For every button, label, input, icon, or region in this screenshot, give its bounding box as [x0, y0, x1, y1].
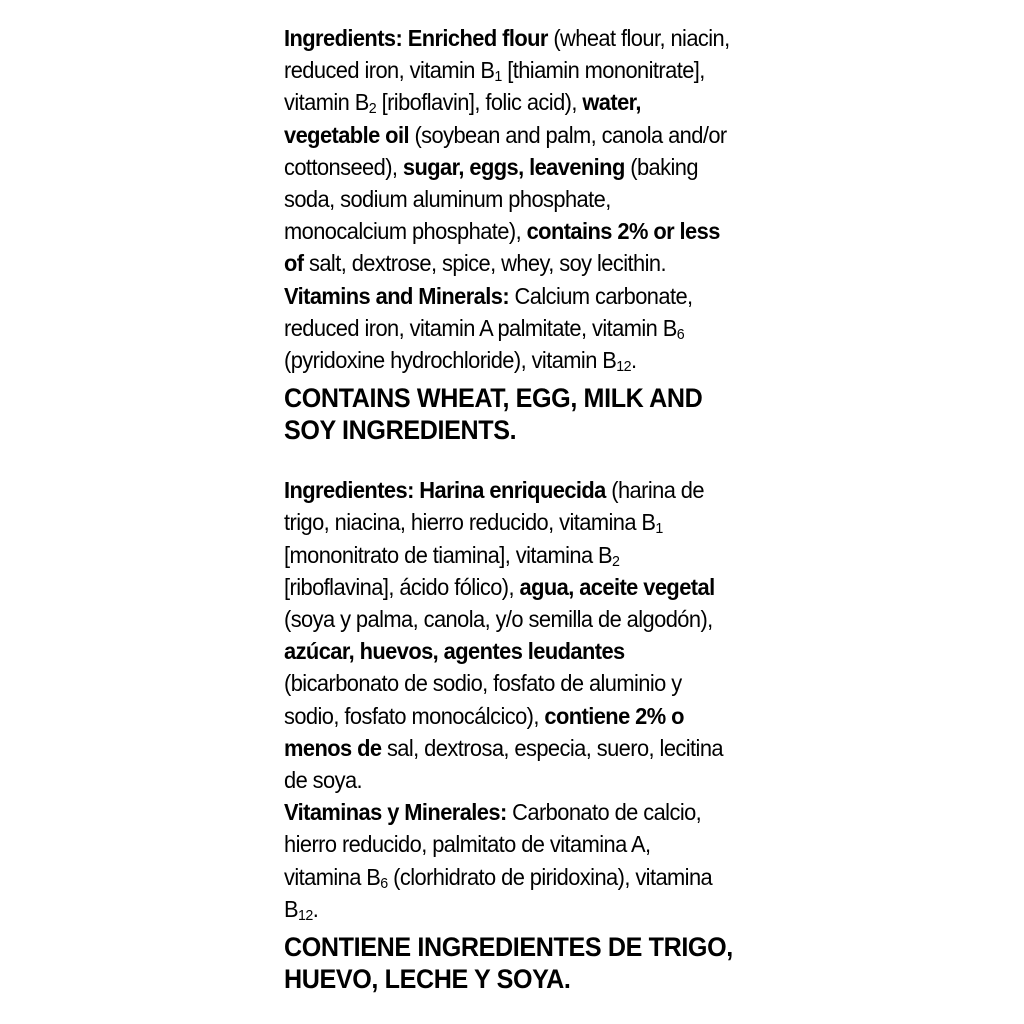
spanish-ingredient-text: (harina de trigo, niacina, hierro reducido, vitamina B	[284, 477, 704, 536]
subscript: 2	[368, 100, 377, 118]
english-ingredient-text: [riboflavin], folic acid),	[376, 89, 583, 116]
subscript: 1	[494, 68, 502, 86]
english-vitamins-heading: Vitamins and Minerals:	[284, 282, 510, 309]
english-allergen-statement: CONTAINS WHEAT, EGG, MILK AND SOY INGREDIENTS.	[284, 383, 703, 446]
spanish-ingredients-heading: Ingredientes:	[284, 477, 414, 504]
spanish-ingredient-bold: azúcar, huevos, agentes leudantes	[284, 638, 625, 665]
spanish-vitamins-paragraph	[284, 796, 731, 925]
subscript: 6	[380, 874, 388, 892]
spanish-allergen-statement: CONTIENE INGREDIENTES DE TRIGO, HUEVO, LECHE Y SOYA.	[284, 932, 733, 995]
spanish-ingredient-text: sal, dextrosa, especia, suero, lecitina de soya.	[284, 734, 724, 794]
subscript: 2	[612, 552, 620, 570]
english-ingredient-text: (wheat flour, niacin, reduced iron, vitamin B	[284, 25, 730, 84]
subscript: 12	[616, 358, 632, 376]
spanish-vitamins-heading: Vitaminas y Minerales:	[284, 799, 507, 826]
english-ingredient-text: [thiamin mononitrate], vitamin B	[284, 57, 705, 116]
section-spacer	[284, 446, 754, 474]
spanish-vitamins-text: .	[312, 895, 319, 922]
spanish-ingredient-text: (bicarbonato de sodio, fosfato de aluminio y sodio, fosfato monocálcico),	[284, 670, 682, 729]
english-vitamins-text: (pyridoxine hydrochloride), vitamin B	[284, 347, 617, 374]
subscript: 6	[676, 325, 685, 343]
spanish-vitamins-text: Carbonato de calcio, hierro reducido, palmitato de vitamina A, vitamina B	[284, 799, 702, 890]
spanish-ingredients-paragraph	[284, 474, 731, 796]
spanish-vitamins-text: (clorhidrato de piridoxina), vitamina B	[284, 863, 713, 922]
spanish-ingredient-bold: agua, aceite vegetal	[519, 573, 715, 600]
subscript: 1	[655, 520, 663, 538]
english-ingredient-bold: contains 2% or less of	[284, 218, 720, 277]
subscript: 12	[298, 906, 313, 924]
english-ingredients-paragraph	[284, 22, 731, 280]
english-ingredient-text: (baking soda, sodium aluminum phosphate, monocalcium phosphate),	[284, 153, 698, 245]
english-vitamins-paragraph	[284, 280, 731, 377]
english-ingredient-bold: sugar, eggs, leavening	[402, 153, 625, 180]
spanish-ingredient-text: (soya y palma, canola, y/o semilla de algodón),	[284, 606, 713, 633]
spanish-ingredient-harina: Harina enriquecida	[419, 477, 606, 504]
spanish-ingredient-bold: contiene 2% o menos de	[284, 702, 684, 761]
ingredient-label-panel	[284, 22, 754, 995]
english-ingredient-text: (soybean and palm, canola and/or cottonseed),	[284, 121, 727, 180]
spanish-ingredient-text: [riboflavina], ácido fólico),	[284, 573, 520, 600]
english-ingredients-heading: Ingredients:	[284, 25, 403, 51]
english-ingredient-text: salt, dextrose, spice, whey, soy lecithin.	[303, 250, 666, 277]
english-vitamins-text: .	[631, 347, 637, 374]
english-ingredient-bold: water, vegetable oil	[284, 89, 641, 148]
spanish-ingredient-text: [mononitrato de tiamina], vitamina B	[284, 541, 613, 568]
english-ingredient-enriched-flour: Enriched flour	[407, 25, 548, 51]
english-vitamins-text: Calcium carbonate, reduced iron, vitamin A palmitate, vitamin B	[284, 282, 693, 341]
